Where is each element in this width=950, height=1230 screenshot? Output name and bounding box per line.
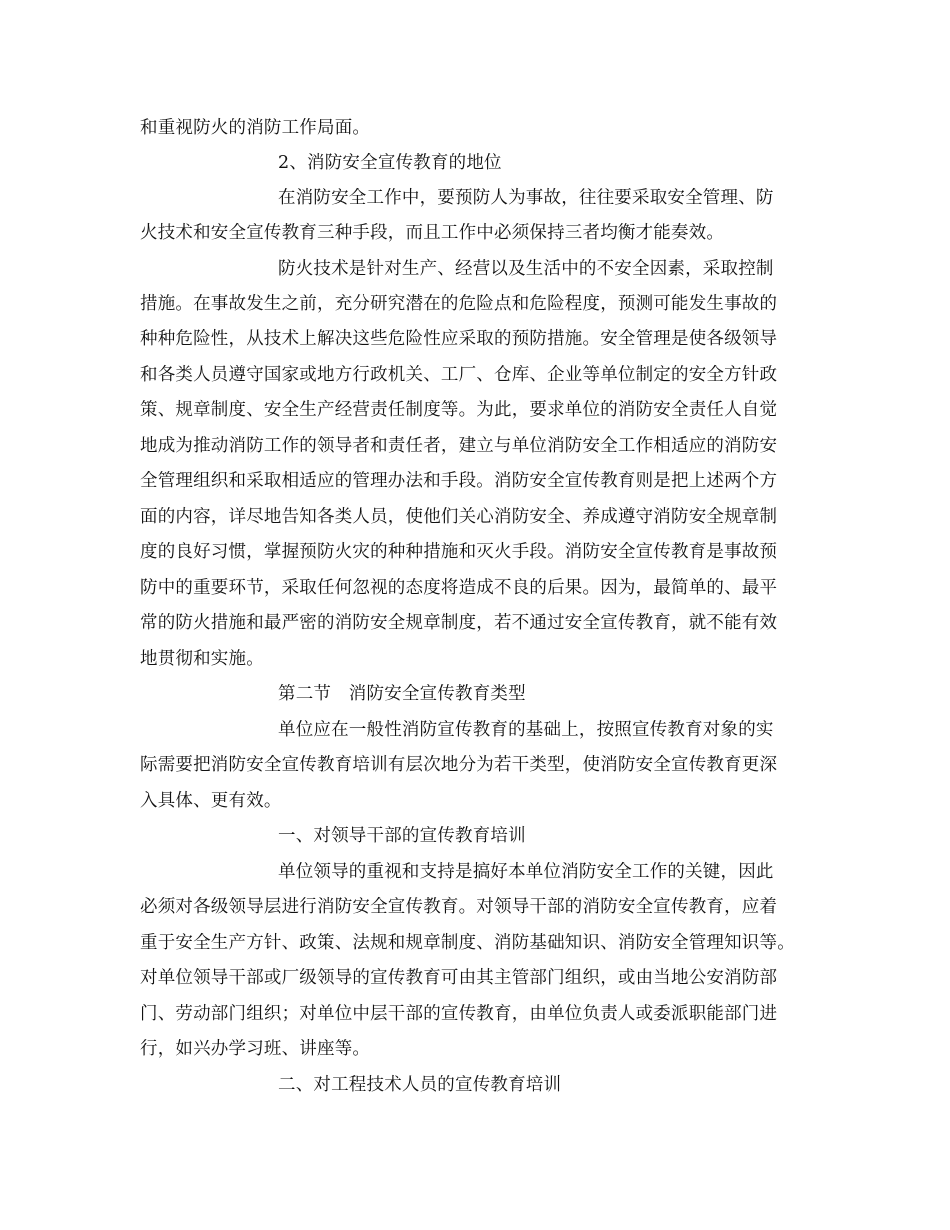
text-line: 面的内容，详尽地告知各类人员，使他们关心消防安全、养成遵守消防安全规章制 — [140, 507, 778, 527]
paragraph-first-line: 在消防安全工作中，要预防人为事故，往往要采取安全管理、防 — [278, 188, 774, 208]
text-line: 和各类人员遵守国家或地方行政机关、工厂、仓库、企业等单位制定的安全方针政 — [140, 365, 778, 385]
section-heading: 2、消防安全宣传教育的地位 — [278, 153, 502, 173]
text-line: 必须对各级领导层进行消防安全宣传教育。对领导干部的消防安全宣传教育，应着 — [140, 897, 778, 917]
text-line: 行，如兴办学习班、讲座等。 — [140, 1039, 371, 1059]
text-line: 门、劳动部门组织；对单位中层干部的宣传教育，由单位负责人或委派职能部门进 — [140, 1004, 778, 1024]
text-line: 种种危险性，从技术上解决这些危险性应采取的预防措施。安全管理是使各级领导 — [140, 329, 778, 349]
text-line: 防中的重要环节，采取任何忽视的态度将造成不良的后果。因为，最简单的、最平 — [140, 578, 778, 598]
subsection-heading: 二、对工程技术人员的宣传教育培训 — [278, 1075, 562, 1095]
text-line: 重于安全生产方针、政策、法规和规章制度、消防基础知识、消防安全管理知识等。 — [140, 933, 795, 953]
paragraph-first-line: 单位应在一般性消防宣传教育的基础上，按照宣传教育对象的实 — [278, 720, 774, 740]
text-line: 全管理组织和采取相适应的管理办法和手段。消防安全宣传教育则是把上述两个方 — [140, 471, 778, 491]
paragraph-first-line: 单位领导的重视和支持是搞好本单位消防安全工作的关键，因此 — [278, 862, 774, 882]
text-line: 度的良好习惯，掌握预防火灾的种种措施和灭火手段。消防安全宣传教育是事故预 — [140, 542, 778, 562]
text-line: 入具体、更有效。 — [140, 791, 282, 811]
text-line: 策、规章制度、安全生产经营责任制度等。为此，要求单位的消防安全责任人自觉 — [140, 400, 778, 420]
text-line: 对单位领导干部或厂级领导的宣传教育可由其主管部门组织，或由当地公安消防部 — [140, 968, 778, 988]
text-line: 火技术和安全宣传教育三种手段，而且工作中必须保持三者均衡才能奏效。 — [140, 223, 725, 243]
text-line: 措施。在事故发生之前，充分研究潜在的危险点和危险程度，预测可能发生事故的 — [140, 294, 778, 314]
section-heading: 第二节 消防安全宣传教育类型 — [278, 684, 526, 704]
text-line: 际需要把消防安全宣传教育培训有层次地分为若干类型，使消防安全宣传教育更深 — [140, 755, 778, 775]
subsection-heading: 一、对领导干部的宣传教育培训 — [278, 826, 526, 846]
text-line: 常的防火措施和最严密的消防安全规章制度，若不通过安全宣传教育，就不能有效 — [140, 613, 778, 633]
text-line: 地贯彻和实施。 — [140, 649, 264, 669]
text-line: 和重视防火的消防工作局面。 — [140, 118, 371, 138]
paragraph-first-line: 防火技术是针对生产、经营以及生活中的不安全因素，采取控制 — [278, 259, 774, 279]
text-line: 地成为推动消防工作的领导者和责任者，建立与单位消防安全工作相适应的消防安 — [140, 436, 778, 456]
